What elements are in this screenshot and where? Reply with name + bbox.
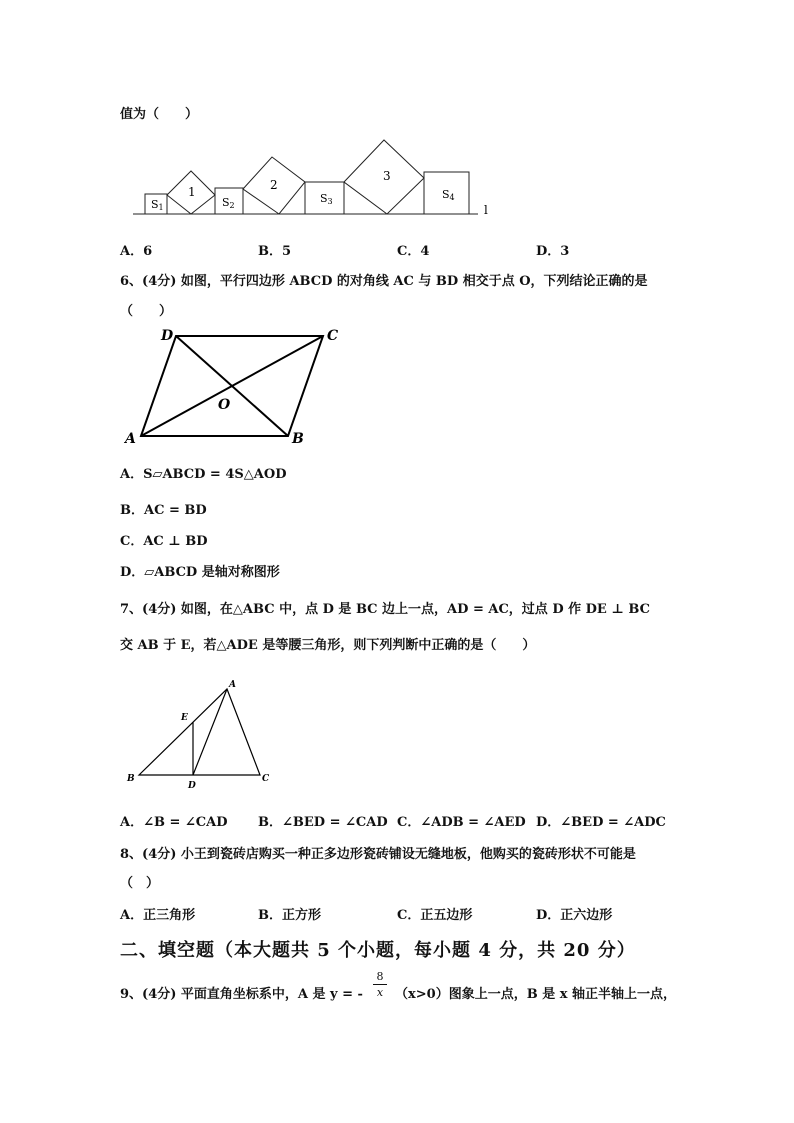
q5-label-s4: S4 <box>442 188 455 202</box>
q6-option-d: D．▱ABCD 是轴对称图形 <box>120 565 280 580</box>
q6-stem-line2: （ ） <box>120 304 173 319</box>
q6-option-a: A．S▱ABCD = 4S△AOD <box>120 467 287 482</box>
q9-stem-suffix: （x>0）图象上一点，B 是 x 轴正半轴上一点， <box>395 987 677 1002</box>
q7-option-a: A．∠B = ∠CAD <box>120 815 228 830</box>
q5-option-c: C．4 <box>397 244 430 259</box>
q5-label-s1: S1 <box>151 198 164 212</box>
q9-stem-prefix: 9、(4分) 平面直角坐标系中，A 是 y = - <box>120 987 363 1002</box>
q7-stem-line1: 7、(4分) 如图，在△ABC 中，点 D 是 BC 边上一点，AD = AC，过点 D 作 DE ⊥ BC <box>120 602 650 617</box>
q8-stem-line2: （ ） <box>120 876 160 891</box>
q9-fraction-denominator: x <box>376 986 384 999</box>
q8-option-a: A．正三角形 <box>120 908 196 923</box>
q9-fraction <box>373 970 387 1001</box>
q7-label-d: D <box>188 781 196 791</box>
section-2-title: 二、填空题（本大题共 5 个小题，每小题 4 分，共 20 分） <box>120 940 636 961</box>
q9-fraction-numerator: 8 <box>373 970 387 985</box>
q7-option-d: D．∠BED = ∠ADC <box>536 815 666 830</box>
q5-option-b: B．5 <box>258 244 292 259</box>
q6-stem-line1: 6、(4分) 如图，平行四边形 ABCD 的对角线 AC 与 BD 相交于点 O，下列结论正确的是 <box>120 274 648 289</box>
q6-label-a: A <box>125 431 136 447</box>
q7-triangle-abc <box>139 689 260 775</box>
q5-label-1: 1 <box>188 185 196 199</box>
q5-option-a: A．6 <box>120 244 153 259</box>
q7-label-a: A <box>229 680 236 690</box>
q5-label-s3: S3 <box>320 192 333 206</box>
q7-stem-line2: 交 AB 于 E，若△ADE 是等腰三角形，则下列判断中正确的是（ ） <box>120 638 536 653</box>
q8-option-d: D．正六边形 <box>536 908 613 923</box>
q5-label-s2: S2 <box>222 196 235 210</box>
q7-option-c: C．∠ADB = ∠AED <box>397 815 526 830</box>
q7-option-b: B．∠BED = ∠CAD <box>258 815 388 830</box>
q7-label-e: E <box>181 713 188 723</box>
q5-label-2: 2 <box>270 178 278 192</box>
q6-option-b: B．AC = BD <box>120 503 207 518</box>
q7-label-c: C <box>262 774 270 784</box>
q8-option-b: B．正方形 <box>258 908 321 923</box>
q6-option-c: C．AC ⊥ BD <box>120 534 208 549</box>
q5-label-3: 3 <box>383 169 391 183</box>
q5-option-d: D．3 <box>536 244 570 259</box>
q5-stem-tail: 值为（ ） <box>120 107 199 122</box>
q6-label-o: O <box>218 397 231 413</box>
q8-option-c: C．正五边形 <box>397 908 473 923</box>
q6-label-d: D <box>161 328 174 344</box>
q8-stem-line1: 8、(4分) 小王到瓷砖店购买一种正多边形瓷砖铺设无缝地板，他购买的瓷砖形状不可能是 <box>120 847 636 862</box>
q6-label-c: C <box>327 328 339 344</box>
q7-segment-ad <box>193 689 227 775</box>
q6-label-b: B <box>292 431 304 447</box>
q7-label-b: B <box>127 774 135 784</box>
q5-label-l: l <box>484 203 488 217</box>
